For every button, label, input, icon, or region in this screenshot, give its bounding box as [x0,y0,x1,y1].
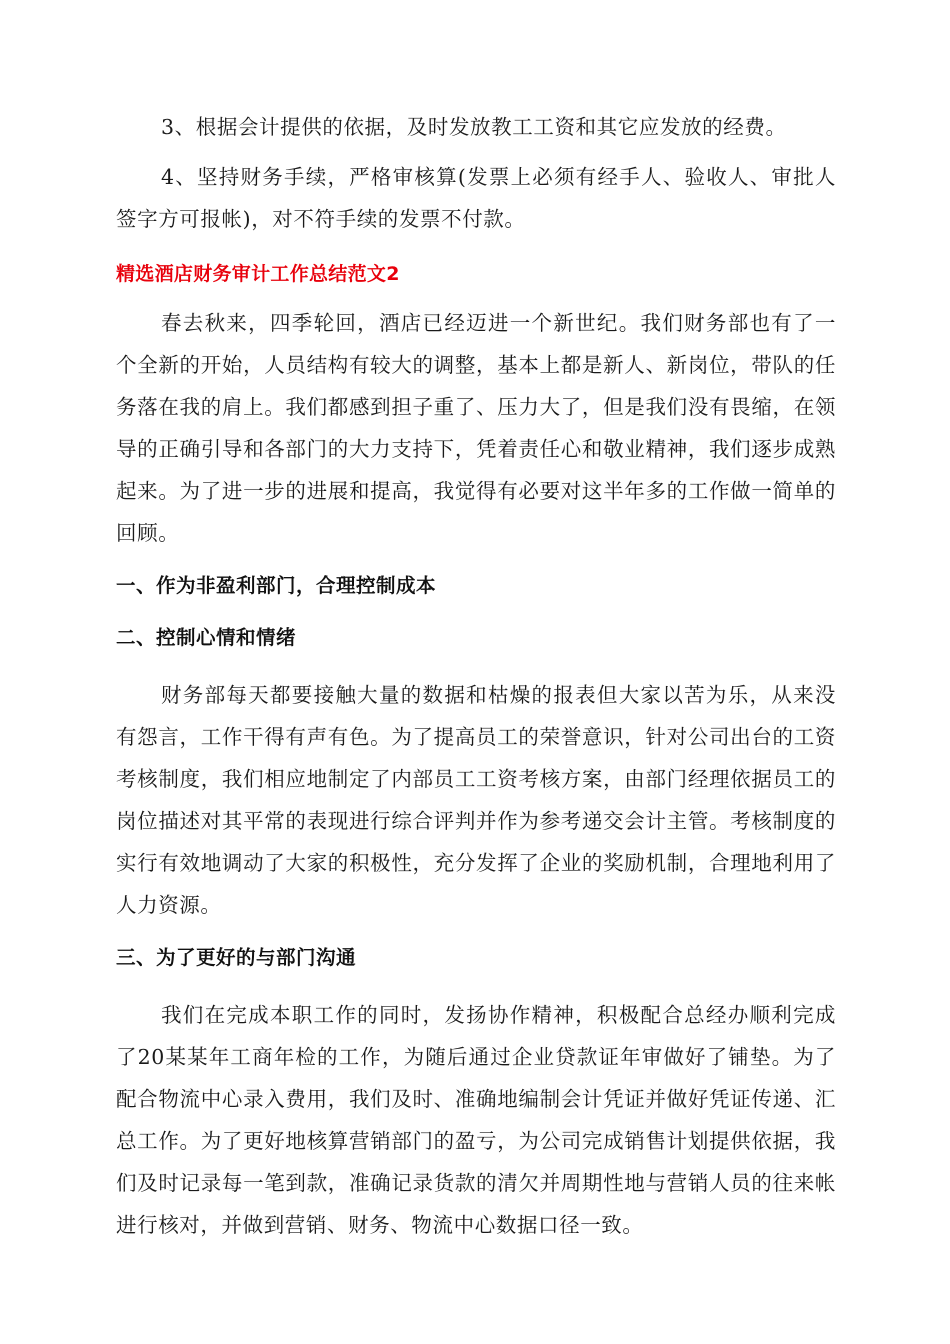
section-title: 精选酒店财务审计工作总结范文2 [116,263,400,285]
heading-mood-control: 二、控制心情和情绪 [116,626,297,649]
intro-paragraph: 春去秋来，四季轮回，酒店已经迈进一个新世纪。我们财务部也有了一个全新的开始，人员结构有较大的调整，基本上都是新人、新岗位，带队的任务落在我的肩上。我们都感到担子重了、压力大了，但是我们没有畏缩，在领导的正确引导和各部门的大力支持下，凭着责任心和敬业精神，我们逐步成熟起来。为了进一步的进展和提高，我觉得有必要对这半年多的工作做一简单的回顾。 [116,311,836,545]
body-paragraph-communication: 我们在完成本职工作的同时，发扬协作精神，积极配合总经办顺利完成了20某某年工商年检的工作，为随后通过企业贷款证年审做好了铺垫。为了配合物流中心录入费用，我们及时、准确地编制会计凭证并做好凭证传递、汇总工作。为了更好地核算营销部门的盈亏，为公司完成销售计划提供依据，我们及时记录每一笔到款，准确记录货款的清欠并周期性地与营销人员的往来帐进行核对，并做到营销、财务、物流中心数据口径一致。 [116,1003,836,1237]
heading-cost-control: 一、作为非盈利部门，合理控制成本 [116,574,437,597]
document-page [116,106,836,1262]
paragraph-item-4: 4、坚持财务手续，严格审核算(发票上必须有经手人、验收人、审批人签字方可报帐)，对不符手续的发票不付款。 [116,165,836,231]
paragraph-item-3: 3、根据会计提供的依据，及时发放教工工资和其它应发放的经费。 [161,115,787,139]
body-paragraph-mood: 财务部每天都要接触大量的数据和枯燥的报表但大家以苦为乐，从来没有怨言，工作干得有声有色。为了提高员工的荣誉意识，针对公司出台的工资考核制度，我们相应地制定了内部员工工资考核方案，由部门经理依据员工的岗位描述对其平常的表现进行综合评判并作为参考递交会计主管。考核制度的实行有效地调动了大家的积极性，充分发挥了企业的奖励机制，合理地利用了人力资源。 [116,683,836,917]
heading-department-communication: 三、为了更好的与部门沟通 [116,946,357,969]
